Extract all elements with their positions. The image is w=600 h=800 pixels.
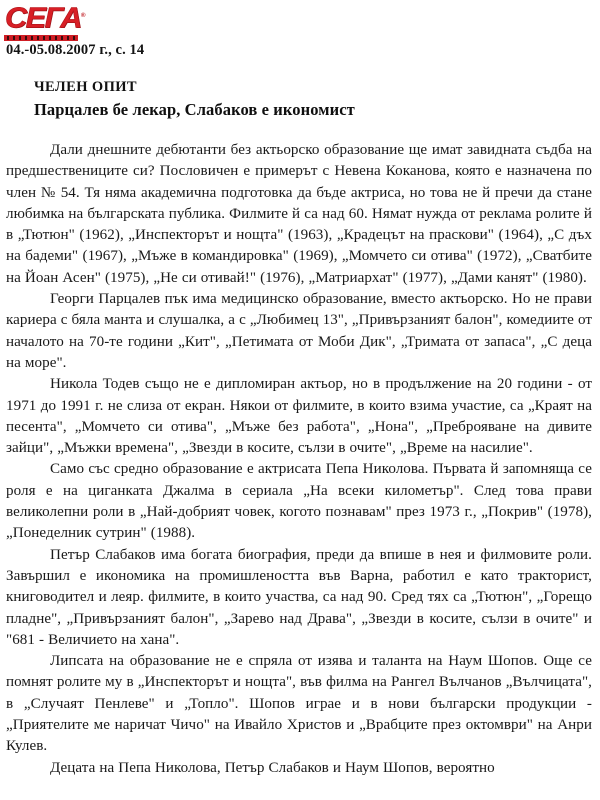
logo-bar-tick <box>31 36 33 40</box>
sega-logo-text: СЕГА <box>5 2 81 35</box>
article-paragraph: Георги Парцалев пък има медицинско образование, вместо актьорско. Но не прави кариера с бяла манта и слушалка, а с „Любимец 13", „Привързаният балон", комедиите от началото на 70-те години „Кит", „Петимата от Моби Дик", „Тримата от запаса", „С деца на море". <box>6 291 592 371</box>
logo-bar-tick <box>49 36 51 40</box>
logo-bar-tick <box>61 36 63 40</box>
article-paragraph: Петър Слабаков има богата биография, преди да впише в нея и филмовите роли. Завършил е икономика на промишлеността във Варна, работил е като тракторист, книговодител и леяр. филмите, в които участва, са над 90. Сред тях са „Тютюн", „Горещо пладне", „Привързаният балон", „Зарево над Драва", „Звезди в косите, сълзи в очите" и "681 - Величието на хана". <box>6 546 592 648</box>
logo-bar-tick <box>43 36 45 40</box>
publication-dateline: 04.-05.08.2007 г., с. 14 <box>6 42 145 58</box>
article-paragraph-truncated: Децата на Пепа Николова, Петър Слабаков и Наум Шопов, вероятно <box>50 759 495 776</box>
logo-bar-tick <box>7 36 9 40</box>
article-paragraph: Липсата на образование не е спряла от изява и таланта на Наум Шопов. Още се помнят ролите му в „Инспекторът и нощта", във филма на Рангел Вълчанов „Вълчицата", в „Случаят Пенлеве" и „Топло". Шопов играе и в нови български продукции - „Приятелите ме наричат Чичо" на Ивайло Христов и „Врабците през октомври" на Анри Кулев. <box>6 653 592 755</box>
logo-bar-tick <box>25 36 27 40</box>
sega-logo-wordmark <box>4 2 87 34</box>
article-body <box>4 140 594 779</box>
article-paragraph: Никола Тодев също не е дипломиран актьор, но в продължение на 20 години - от 1971 до 1991 г. не слиза от екран. Някои от филмите, в които взима участие, са „Краят на песента", „Момчето си отива", „Мъже без работа", „Нона", „Преброяване на дивите зайци", „Мъжки времена", „Звезди в косите, сълзи в очите", „Време на насилие". <box>6 376 592 457</box>
headline-block <box>34 78 594 120</box>
article-kicker: ЧЕЛЕН ОПИТ <box>34 79 138 95</box>
logo-bar-tick <box>13 36 15 40</box>
logo-bar-tick <box>37 36 39 40</box>
sega-logo <box>4 2 85 41</box>
logo-bar-tick <box>19 36 21 40</box>
sega-logo-underline-bar <box>4 35 78 41</box>
masthead <box>4 0 594 38</box>
article-paragraph: Само със средно образование е актрисата Пепа Николова. Първата й запомняща се роля е на циганката Джалма в сериала „На всеки километър". След това прави великолепни роли в „Най-добрият човек, когото познавам" през 1973 г., „Покрив" (1978), „Понеделник сутрин" (1988). <box>6 461 592 542</box>
logo-bar-tick <box>73 36 75 40</box>
logo-bar-tick <box>55 36 57 40</box>
article-paragraph: Дали днешните дебютанти без актьорско образование ще имат завидната съдба на предшествениците си? Пословичен е примерът с Невена Коканова, която е назначена по член № 54. Тя няма академична подготовка да бъде актриса, но това не й пречи да стане любимка на българската публика. Филмите й са над 60. Нямат нужда от реклама ролите й в „Тютюн" (1962), „Инспекторът и нощта" (1963), „Крадецът на праскови" (1964), „С дъх на бадеми" (1967), „Мъже в командировка" (1969), „Момчето си отива" (1972), „Сватбите на Йоан Асен" (1975), „Не си отивай!" (1976), „Матриархат" (1977), „Дами канят" (1980). <box>6 142 592 286</box>
logo-bar-tick <box>67 36 69 40</box>
article-headline: Парцалев бе лекар, Слабаков е икономист <box>34 100 355 119</box>
registered-trademark-icon: ® <box>80 13 85 19</box>
